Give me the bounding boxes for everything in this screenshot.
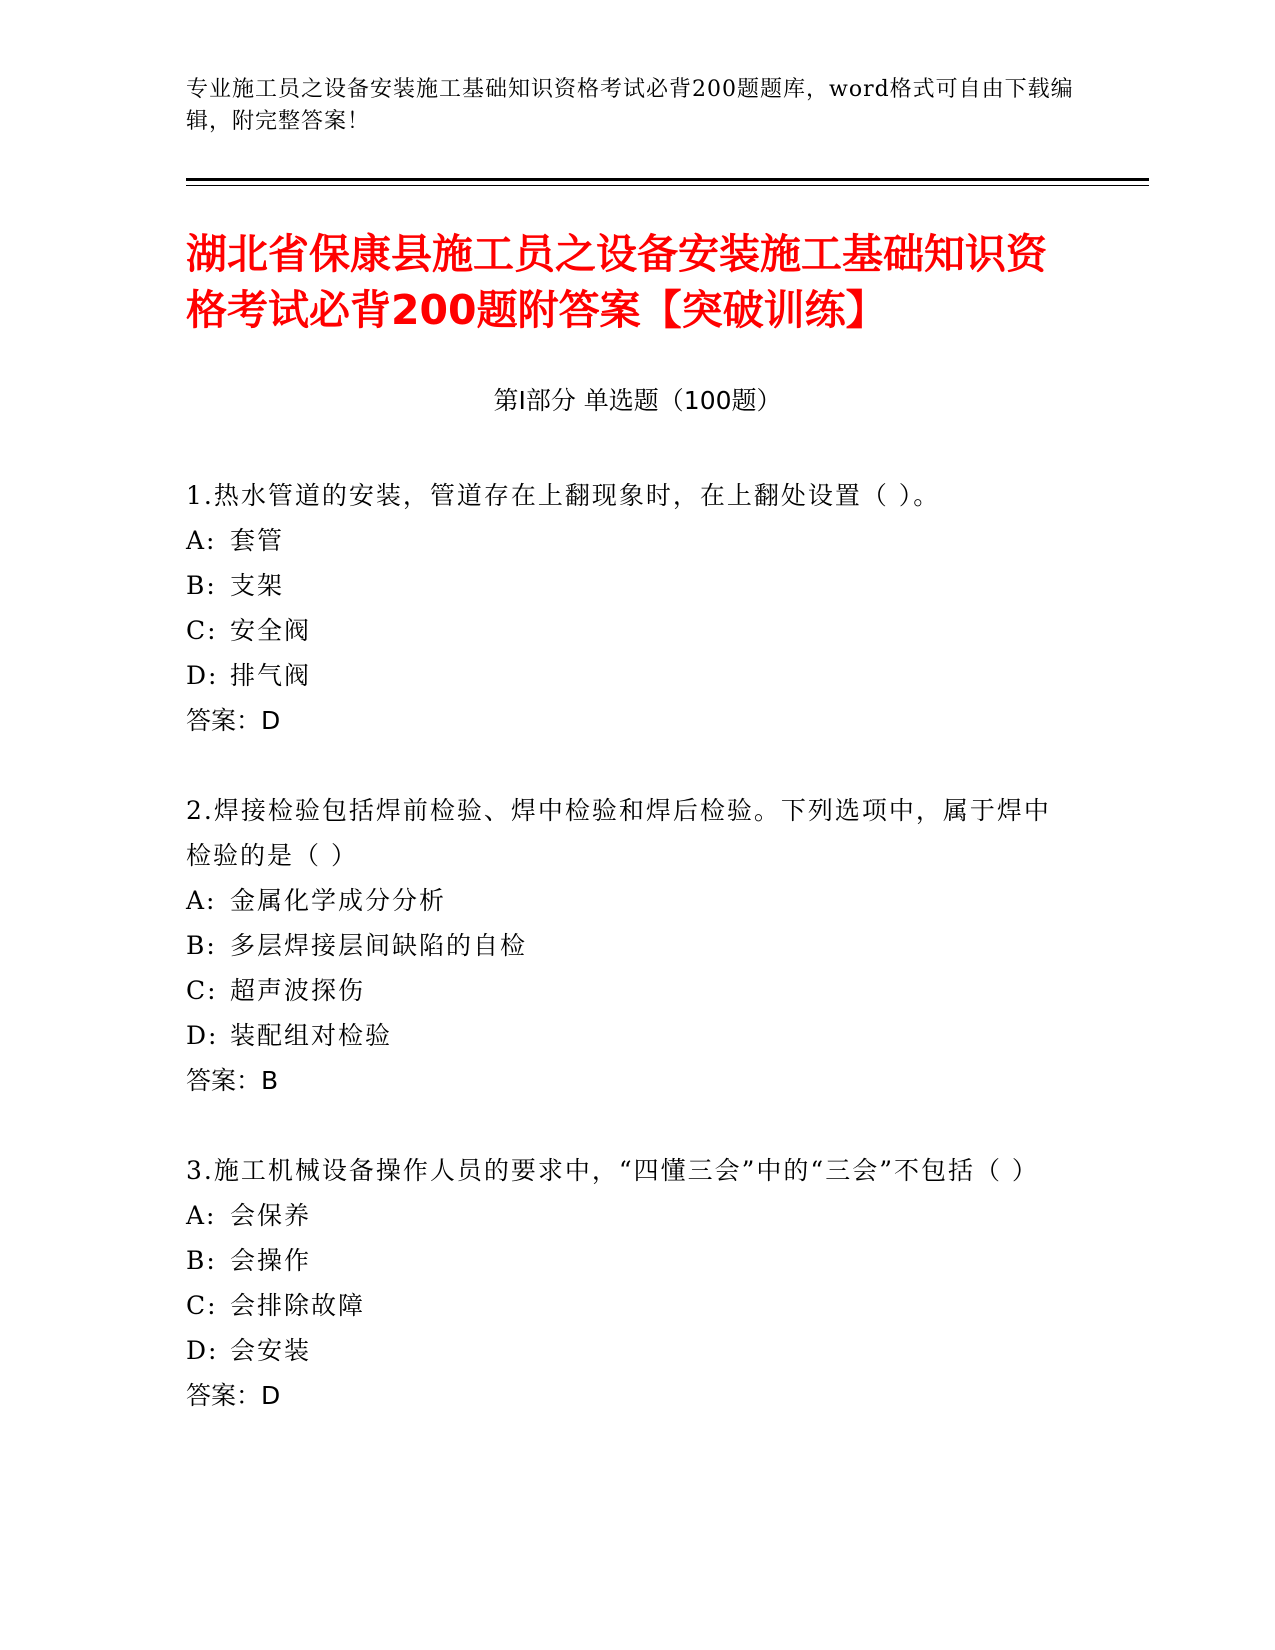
answer: 答案：B: [186, 1066, 279, 1095]
option-b: [186, 563, 1066, 608]
option-text: 会保养: [230, 1201, 312, 1230]
option-text: 支架: [230, 571, 285, 600]
option-text: 排气阀: [230, 661, 312, 690]
question-2: [186, 788, 1066, 1103]
option-text: 会操作: [230, 1246, 312, 1275]
option-key: A:: [186, 526, 217, 555]
option-key: C:: [186, 976, 218, 1005]
option-b: [186, 1238, 1066, 1283]
document-title: 湖北省保康县施工员之设备安装施工基础知识资格考试必背200题附答案【突破训练】: [186, 230, 1047, 334]
option-c: [186, 1283, 1066, 1328]
question-stem: 3.施工机械设备操作人员的要求中，“四懂三会”中的“三会”不包括（ ）: [186, 1156, 1039, 1185]
option-key: D:: [186, 661, 219, 690]
option-text: 会排除故障: [230, 1291, 366, 1320]
question-stem: 1.热水管道的安装，管道存在上翻现象时，在上翻处设置（ ）。: [186, 481, 941, 510]
question-3: [186, 1148, 1066, 1418]
answer: 答案：D: [186, 706, 281, 735]
option-key: D:: [186, 1021, 219, 1050]
option-a: [186, 518, 1066, 563]
option-d: [186, 1013, 1066, 1058]
option-c: [186, 608, 1066, 653]
option-c: [186, 968, 1066, 1013]
question-stem: 2.焊接检验包括焊前检验、焊中检验和焊后检验。下列选项中，属于焊中检验的是（ ）: [186, 796, 1051, 870]
header-divider-thin: [186, 185, 1149, 186]
option-text: 装配组对检验: [230, 1021, 393, 1050]
option-text: 套管: [230, 526, 285, 555]
section-title: 第Ⅰ部分 单选题（100题）: [493, 386, 782, 415]
option-text: 会安装: [230, 1336, 312, 1365]
question-1: [186, 473, 1066, 743]
option-key: A:: [186, 1201, 217, 1230]
question-list: [186, 473, 1066, 1463]
option-key: A:: [186, 886, 217, 915]
option-b: [186, 923, 1066, 968]
option-text: 安全阀: [230, 616, 312, 645]
option-key: C:: [186, 616, 218, 645]
option-text: 超声波探伤: [230, 976, 366, 1005]
option-key: C:: [186, 1291, 218, 1320]
header-divider-thick: [186, 178, 1149, 181]
option-key: B:: [186, 1246, 217, 1275]
option-key: B:: [186, 931, 217, 960]
option-d: [186, 1328, 1066, 1373]
header-note: 专业施工员之设备安装施工基础知识资格考试必背200题题库，word格式可自由下载编辑，附完整答案！: [186, 77, 1074, 134]
option-a: [186, 878, 1066, 923]
option-key: D:: [186, 1336, 219, 1365]
answer: 答案：D: [186, 1381, 281, 1410]
option-d: [186, 653, 1066, 698]
option-a: [186, 1193, 1066, 1238]
option-text: 多层焊接层间缺陷的自检: [230, 931, 528, 960]
option-key: B:: [186, 571, 217, 600]
option-text: 金属化学成分分析: [230, 886, 447, 915]
